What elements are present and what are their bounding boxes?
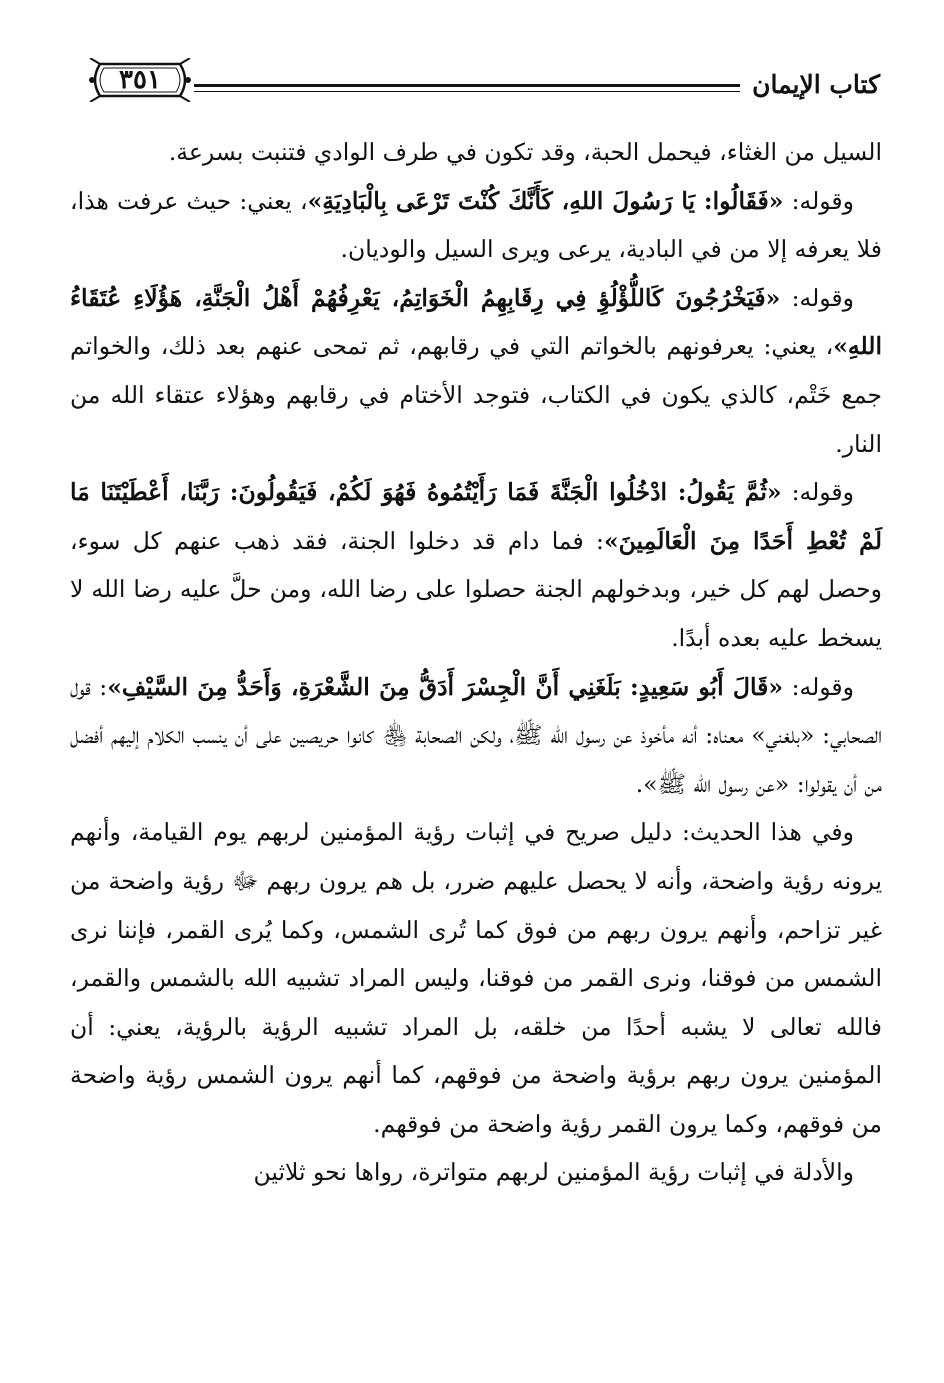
paragraph — [70, 177, 882, 274]
hadith-quote: «فَيَخْرُجُونَ كَاللُّؤْلُؤِ فِي رِقَابِهِمُ الْخَوَاتِمُ، يَعْرِفُهُمْ أَهْلُ الْجَنَّةِ، هَؤُلَاءِ عُتَقَاءُ اللهِ» — [70, 283, 882, 361]
commentary-text: ، يعني: يعرفونهم بالخواتم التي في رقابهم، ثم تمحى عنهم بعد ذلك، والخواتم جمع خَتْم، كالذي يكون في الكتاب، فتوجد الأختام في رقابهم وهؤلاء عتقاء الله من النار. — [70, 332, 882, 458]
page-number-badge — [86, 58, 194, 102]
commentary-text: ، يعني: حيث عرفت هذا، فلا يعرفه إلا من في البادية، يرعى ويرى السيل والوديان. — [70, 186, 882, 264]
body-text — [70, 128, 882, 1197]
chapter-title: كتاب الإيمان — [752, 70, 880, 99]
commentary-text: : قول الصحابي: «بلغني» معناه: أنه مأخوذ عن رسول الله ﷺ، ولكن الصحابة ﵃ كانوا حريصين على أن ينسب الكلام إليهم أفضل من أن يقولوا: «عن رسول الله ﷺ». — [70, 672, 882, 798]
page-number: ٣٥١ — [119, 65, 161, 95]
commentary-text: وقوله: — [783, 186, 854, 215]
paragraph — [70, 274, 882, 468]
commentary-text: وقوله: — [780, 283, 855, 312]
commentary-text: وفي هذا الحديث: دليل صريح في إثبات رؤية المؤمنين لربهم يوم القيامة، وأنهم يرونه رؤية واضحة، وأنه لا يحصل عليهم ضرر، بل هم يرون ربهم ﷻ رؤية واضحة من غير تزاحم، وأنهم يرون ربهم من فوق كما تُرى الشمس، وكما يُرى القمر، فإننا نرى الشمس من فوقنا، ونرى القمر من فوقنا، وليس المراد تشبيه الله بالشمس والقمر، فالله تعالى لا يشبه أحدًا من خلقه، بل المراد تشبيه الرؤية بالرؤية، يعني: أن المؤمنين يرون ربهم برؤية واضحة من فوقهم، كما أنهم يرون الشمس رؤية واضحة من فوقهم، وكما يرون القمر رؤية واضحة من فوقهم. — [70, 818, 882, 1138]
hadith-quote: «فَقَالُوا: يَا رَسُولَ اللهِ، كَأَنَّكَ كُنْتَ تَرْعَى بِالْبَادِيَةِ» — [307, 186, 784, 215]
page-header — [86, 52, 880, 112]
hadith-quote: «ثُمَّ يَقُولُ: ادْخُلُوا الْجَنَّةَ فَمَا رَأَيْتُمُوهُ فَهُوَ لَكُمْ، فَيَقُولُونَ: رَبَّنَا، أَعْطَيْتَنَا مَا لَمْ تُعْطِ أَحَدًا مِنَ الْعَالَمِينَ» — [70, 478, 882, 555]
header-rule — [194, 84, 740, 92]
commentary-text: وقوله: — [781, 478, 854, 507]
paragraph — [70, 468, 882, 662]
paragraph — [70, 128, 882, 177]
commentary-text: وقوله: — [783, 672, 854, 701]
paragraph — [70, 808, 882, 1148]
commentary-text: والأدلة في إثبات رؤية المؤمنين لربهم متواترة، رواها نحو ثلاثين — [253, 1158, 854, 1187]
hadith-quote: «قَالَ أَبُو سَعِيدٍ: بَلَغَنِي أَنَّ الْجِسْرَ أَدَقُّ مِنَ الشَّعْرَةِ، وَأَحَدُّ مِنَ السَّيْفِ» — [107, 672, 784, 701]
paragraph — [70, 1148, 882, 1197]
commentary-text: : فما دام قد دخلوا الجنة، فقد ذهب عنهم كل سوء، وحصل لهم كل خير، وبدخولهم الجنة حصلوا على رضا الله، ومن حلَّ عليه رضا الله لا يسخط عليه بعده أبدًا. — [70, 526, 882, 652]
paragraph — [70, 663, 882, 809]
commentary-text: السيل من الغثاء، فيحمل الحبة، وقد تكون في طرف الوادي فتنبت بسرعة. — [168, 138, 882, 166]
